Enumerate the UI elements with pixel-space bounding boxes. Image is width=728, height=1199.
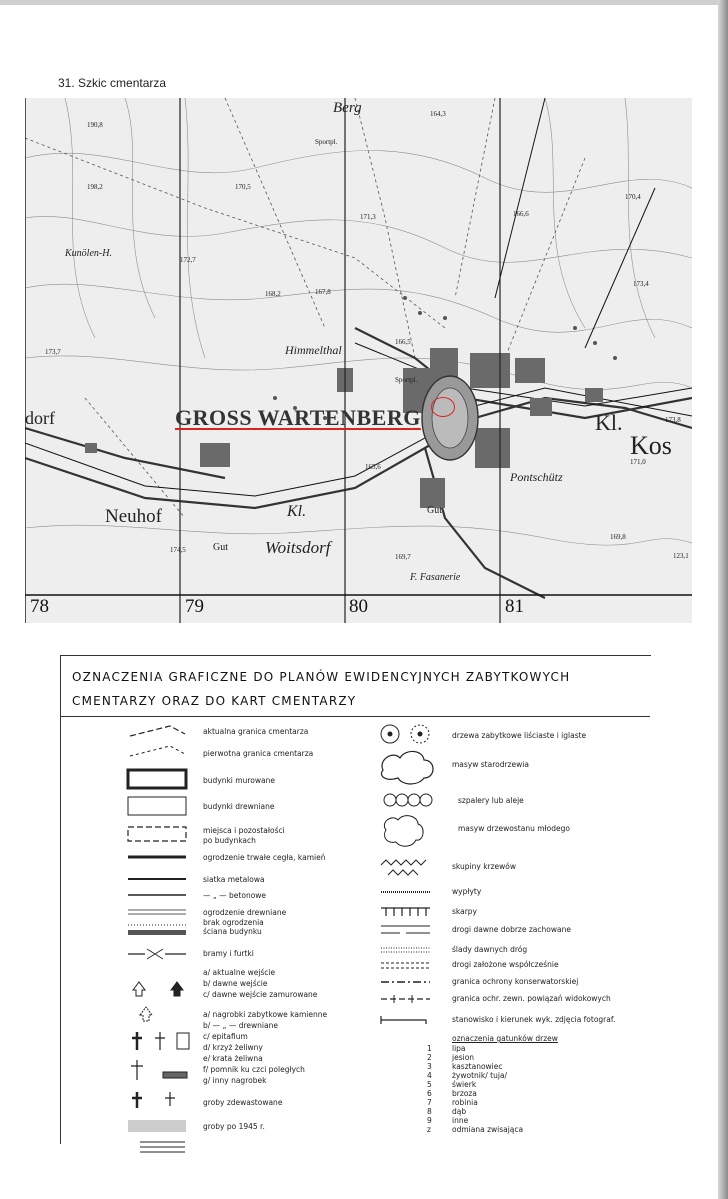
species-number: 1 — [427, 1044, 432, 1053]
legend-label: f/ pomnik ku czci poległych — [203, 1065, 305, 1074]
species-number: z — [427, 1125, 431, 1134]
legend-label: ślady dawnych dróg — [452, 945, 528, 954]
species-name: odmiana zwisająca — [452, 1125, 524, 1134]
legend-divider — [60, 716, 650, 717]
legend-label: budynki drewniane — [203, 802, 275, 811]
species-name: żywotnik/ tuja/ — [452, 1071, 508, 1080]
elevation: 168,2 — [265, 290, 281, 298]
grid-label-81: 81 — [505, 596, 524, 617]
legend-label: siatka metalowa — [203, 875, 265, 884]
legend-label: bramy i furtki — [203, 949, 254, 958]
legend-label: drzewa zabytkowe liściaste i iglaste — [452, 731, 587, 740]
place-berg: Berg — [333, 100, 362, 116]
species-number: 2 — [427, 1053, 432, 1062]
place-dorf: dorf — [25, 408, 55, 428]
cemetery-highlight-circle — [431, 397, 455, 417]
elevation: 169,7 — [395, 553, 411, 561]
place-himmelthal: Himmelthal — [285, 343, 342, 357]
legend-right-symbols — [378, 720, 440, 1040]
species-number: 6 — [427, 1089, 432, 1098]
species-number: 7 — [427, 1098, 432, 1107]
legend-label: granica ochrony konserwatorskiej — [452, 977, 579, 986]
elevation: 173,8 — [665, 416, 681, 424]
place-gut-1: Gut — [213, 542, 228, 553]
elevation: 169,8 — [610, 533, 626, 541]
legend-label: skarpy — [452, 907, 477, 916]
legend-label: brak ogrodzenia — [203, 918, 264, 927]
legend-label: ściana budynku — [203, 927, 262, 936]
species-number: 3 — [427, 1062, 432, 1071]
legend-label: g/ inny nagrobek — [203, 1076, 267, 1085]
species-number: 5 — [427, 1080, 432, 1089]
elevation: 166,6 — [513, 210, 529, 218]
legend-label: masyw drzewostanu młodego — [458, 824, 570, 833]
grid-label-79: 79 — [185, 596, 204, 617]
elevation: 172,7 — [180, 256, 196, 264]
map-drawing — [25, 98, 692, 623]
cemetery-map — [25, 98, 692, 623]
elevation: 173,7 — [45, 348, 61, 356]
place-gut-2: Gut — [427, 505, 442, 516]
elevation: 198,2 — [87, 183, 103, 191]
place-sportpl: Sportpl. — [315, 138, 338, 146]
species-name: jesion — [452, 1053, 475, 1062]
species-name: lipa — [452, 1044, 466, 1053]
legend-label: wypłyty — [452, 887, 482, 896]
place-kunoln: Kunölen-H. — [65, 248, 112, 259]
species-name: inne — [452, 1116, 469, 1125]
legend-label: groby zdewastowane — [203, 1098, 283, 1107]
legend-label: b/ — „ — drewniane — [203, 1021, 278, 1030]
elevation: 173,4 — [633, 280, 649, 288]
elevation: 170,5 — [235, 183, 251, 191]
page-top-edge — [0, 0, 728, 5]
species-name: dąb — [452, 1107, 467, 1116]
legend-label: a/ aktualne wejście — [203, 968, 276, 977]
species-number: 8 — [427, 1107, 432, 1116]
legend-label: pierwotna granica cmentarza — [203, 749, 314, 758]
species-name: kasztanowiec — [452, 1062, 503, 1071]
legend-label: budynki murowane — [203, 776, 275, 785]
place-woitsdorf: Woitsdorf — [265, 538, 331, 557]
elevation: 123,1 — [673, 552, 689, 560]
legend-title-line-1: OZNACZENIA GRAFICZNE DO PLANÓW EWIDENCYJNYCH ZABYTKOWYCH — [72, 670, 571, 684]
legend-label: c/ dawne wejście zamurowane — [203, 990, 318, 999]
place-sportpl-2: Sportpl. — [395, 376, 418, 384]
legend-label: skupiny krzewów — [452, 862, 517, 871]
elevation: 164,3 — [430, 110, 446, 118]
legend-label: drogi dawne dobrze zachowane — [452, 925, 571, 934]
species-number: 4 — [427, 1071, 432, 1080]
species-number: 9 — [427, 1116, 432, 1125]
elevation: 166,5 — [395, 338, 411, 346]
legend-label: masyw starodrzewia — [452, 760, 529, 769]
page-right-edge — [718, 0, 728, 1199]
place-fasanerie: F. Fasanerie — [410, 572, 461, 583]
legend-label: — „ — betonowe — [203, 891, 267, 900]
page-heading: 31. Szkic cmentarza — [58, 76, 167, 90]
elevation: 190,8 — [87, 121, 103, 129]
elevation: 174,5 — [170, 546, 186, 554]
legend-title-line-2: CMENTARZY ORAZ DO KART CMENTARZY — [72, 694, 357, 708]
place-kl: Kl. — [595, 410, 623, 435]
legend-label: ogrodzenie drewniane — [203, 908, 287, 917]
species-legend-title: oznaczenia gatunków drzew — [452, 1034, 558, 1043]
grid-label-78: 78 — [30, 596, 49, 617]
legend-label: drogi założone współcześnie — [452, 960, 559, 969]
species-name: robinia — [452, 1098, 478, 1107]
species-name: świerk — [452, 1080, 477, 1089]
species-name: brzoza — [452, 1089, 477, 1098]
legend-label: miejsca i pozostałości — [203, 826, 285, 835]
legend-label: stanowisko i kierunek wyk. zdjęcia fotograf. — [452, 1015, 616, 1024]
place-kl-woitsdorf: Kl. — [287, 503, 307, 520]
legend-left-symbols — [125, 720, 195, 1160]
legend-label: granica ochr. zewn. powiązań widokowych — [452, 994, 611, 1003]
legend-label: b/ dawne wejście — [203, 979, 268, 988]
elevation: 170,4 — [625, 193, 641, 201]
elevation: 167,8 — [315, 288, 331, 296]
town-name: GROSS WARTENBERG — [175, 405, 421, 430]
legend-label: e/ krata żeliwna — [203, 1054, 263, 1063]
grid-label-80: 80 — [349, 596, 368, 617]
elevation: 165,6 — [365, 463, 381, 471]
legend-label: groby po 1945 r. — [203, 1122, 265, 1131]
elevation: 171,3 — [360, 213, 376, 221]
place-pontschutz: Pontschütz — [510, 470, 563, 484]
legend-label: szpalery lub aleje — [458, 796, 524, 805]
legend-label: aktualna granica cmentarza — [203, 727, 309, 736]
elevation: 171,0 — [630, 458, 646, 466]
place-neuhof: Neuhof — [105, 506, 162, 527]
place-kos: Kos — [630, 431, 672, 460]
legend-label: ogrodzenie trwałe cegła, kamień — [203, 853, 326, 862]
legend-label: a/ nagrobki zabytkowe kamienne — [203, 1010, 328, 1019]
legend-label: po budynkach — [203, 836, 256, 845]
legend-label: c/ epitafium — [203, 1032, 248, 1041]
legend-label: d/ krzyż żeliwny — [203, 1043, 263, 1052]
